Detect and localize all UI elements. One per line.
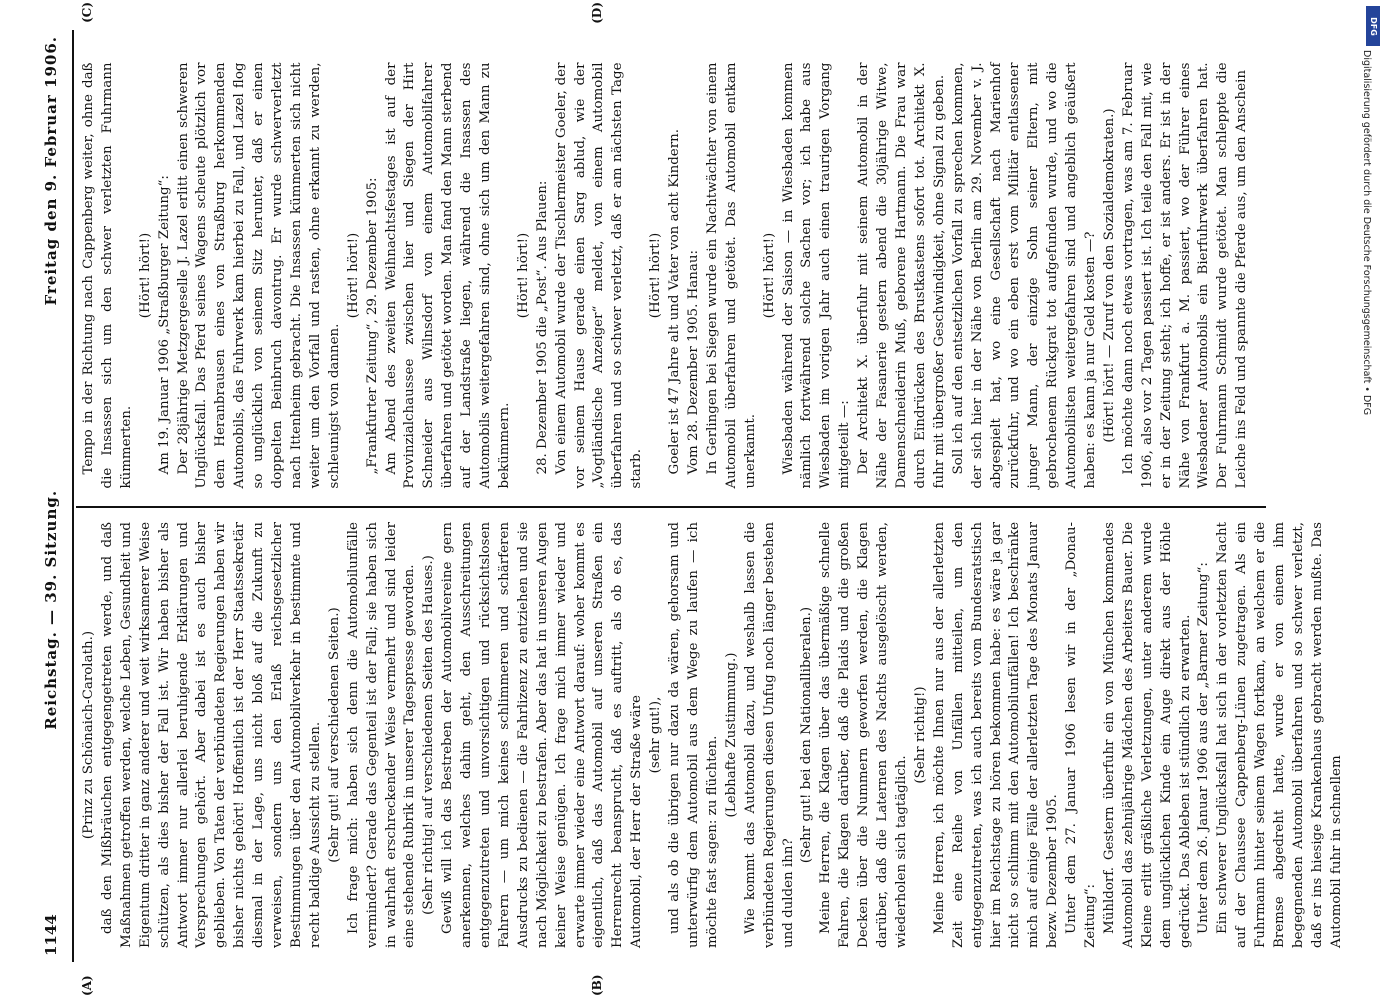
left-column-paragraph: Ein schwerer Unglücksfall hat sich in der vorletzten Nacht auf der Chaussee Cappenberg-Lünen zugetragen. Als ein Fuhrmann hinter seinem Wagen fortkam, an welchem er die Bremse abgedreht hatte, wurde er von einem ihm begegnenden Automobil überfahren und so schwer verletzt, daß er ins hiesige Krankenhaus gebracht werden mußte. Das Automobil fuhr in schnellem (1215, 522, 1344, 948)
right-column-paragraph: Am Abend des zweiten Weihnachtsfestages ist auf der Provinzialchaussee zwischen hier und Siegen der Hirt Schneider aus Wilnsdorf von einem Automobilfahrer überfahren und getötet worden. Man fand den Mann sterbend auf der Landstraße liegen, während die Insassen des Automobils weitergefahren sind, ohne sich um den Mann zu bekümmern. (383, 62, 512, 489)
right-column-paragraph: Soll ich auf den entsetzlichen Vorfall zu sprechen kommen, der sich hier in der Nähe von Berlin am 29. November v. J. abgespielt hat, wo eine Gesellschaft nach Marienhof zurückfuhr, und wo ein eben erst vom Militär entlassener junger Mann, der einzige Sohn seiner Eltern, mit gebrochenem Rückgrat tot aufgefunden wurde, und wo die Automobilisten weitergefahren sind und angeblich geäußert haben: es kann ja nur Geld kosten —? (950, 62, 1099, 489)
left-column-paragraph: und als ob die übrigen nur dazu da wären, gehorsam und unterwürfig dem Automobil aus dem Wege zu laufen — ich möchte fast sagen: zu flüchten. (667, 522, 720, 948)
page-number: 1144 (42, 914, 60, 956)
left-column-paragraph: Mühldorf. Gestern überfuhr ein von München kommendes Automobil das zehnjährige Mädchen des Arbeiters Bauer. Die Kleine erlitt gräßliche Verletzungen, unter anderem wurde dem unglücklichen Kinde ein Auge direkt aus der Höhle gedrückt. Das Ableben ist stündlich zu erwarten. (1101, 522, 1193, 948)
right-column-paragraph: Goeler ist 47 Jahre alt und Vater von acht Kindern. (667, 128, 683, 475)
column-divider (76, 507, 1266, 509)
dfg-logo (1366, 6, 1380, 46)
left-column-paragraph: (Sehr gut! bei den Nationalliberalen.) (799, 606, 815, 864)
right-column-paragraph: (Hört! hört!) (761, 232, 777, 319)
text-columns (76, 30, 1344, 962)
page-header (42, 30, 68, 962)
right-column-paragraph: (Hört! hört! — Zuruf von den Sozialdemokraten.) (1101, 108, 1117, 443)
digitization-credit-text: Digitalisierung gefördert durch die Deutsche Forschungsgemeinschaft • DFG (1361, 50, 1372, 416)
left-column-paragraph: (sehr gut!), (648, 696, 664, 774)
margin-mark-b: (B) (590, 974, 604, 996)
right-column-paragraph: „Frankfurter Zeitung“, 29. Dezember 1905: (364, 177, 380, 475)
right-column-paragraph: (Hört! hört!) (648, 232, 664, 319)
session-title: Reichstag. — 39. Sitzung. (42, 489, 60, 730)
left-column-paragraph: daß den Mißbräuchen entgegengetreten werde, und daß Maßnahmen getroffen werden, welche Leben, Gesundheit und Eigentum dritter in ganz anderer und weit wirksamerer Weise schützen, als dies bisher der Fall ist. Wir haben bisher als Antwort immer nur allerlei beruhigende Erklärungen und Versprechungen gehört. Aber dabei ist es auch bisher geblieben. Von Taten der verbündeten Regierungen haben wir bisher nichts gehört! Hoffentlich ist der Herr Staatssekretär diesmal in der Lage, uns nicht bloß auf die Zukunft zu verweisen, sondern uns den Erlaß reichsgesetzlicher Bestimmungen über den Automobilverkehr in bestimmte und recht baldige Aussicht zu stellen. (99, 522, 323, 948)
right-column-paragraph: Der 28jährige Metzgergeselle J. Lazel erlitt einen schweren Unglücksfall. Das Pferd seines Wagens scheute plötzlich vor dem Heranbrausen eines von Straßburg herkommenden Automobils, das Fuhrwerk kam hierbei zu Fall, und Lazel flog so unglücklich von seinem Sitz herunter, daß er einen doppelten Beinbruch davontrug. Er wurde schwerverletzt nach Ittenheim gebracht. Die Insassen kümmerten sich nicht weiter um den Vorfall und rasten, ohne erkannt zu werden, schleunigst von dannen. (175, 62, 342, 489)
left-column-paragraph: Unter dem 27. Januar 1906 lesen wir in der „Donau-Zeitung“: (1064, 522, 1099, 948)
margin-mark-c: (C) (80, 2, 94, 23)
right-column-paragraph: 28. Dezember 1905 die „Post“. Aus Plauen: (534, 180, 550, 475)
left-column (76, 512, 1344, 962)
right-column-paragraph: Ich möchte dann noch etwas vortragen, was am 7. Februar 1906, also vor 2 Tagen passiert ist. Ich teile den Fall mit, wie er in der Zeitung steht; ich hoffe, er ist anders. Er ist in der Nähe von Frankfurt a. M. passiert, wo der Führer eines Wiesbadener Automobils ein Bierfuhrwerk überfahren hat. Der Fuhrmann Schmidt wurde getötet. Man schleppte die Leiche ins Feld und spannte die Pferde aus, um den Anschein (1120, 62, 1250, 489)
right-column-paragraph: (Hört! hört!) (345, 232, 361, 319)
dfg-logo-text: DFG (1368, 16, 1378, 36)
session-date: Freitag den 9. Februar 1906. (42, 36, 60, 306)
header-rule (72, 30, 74, 962)
right-column-paragraph: (Hört! hört!) (515, 232, 531, 319)
right-column-paragraph: Wiesbaden während der Saison — in Wiesbaden kommen nämlich fortwährend solche Sachen vor; ich habe aus Wiesbaden im vorigen Jahr auch einen traurigen Vorgang mitgeteilt —: (780, 62, 853, 489)
left-column-paragraph: (Sehr gut! auf verschiedenen Seiten.) (326, 607, 342, 863)
margin-mark-d: (D) (590, 2, 604, 24)
right-column-paragraph: Vom 28. Dezember 1905. Hanau: (686, 250, 701, 475)
right-column-paragraph: (Hört! hört!) (137, 232, 153, 319)
left-column-paragraph: Meine Herren, ich möchte Ihnen nur aus der allerletzten Zeit eine Reihe von Unfällen mitteilen, um den entgegenzutreten, was ich auch bereits vom Bundesratstisch hier im Reichstage zu hören bekommen habe: es wäre ja gar nicht so schlimm mit den Automobilunfällen! Ich beschränke mich auf einige Fälle der allerletzten Tage des Monats Januar bezw. Dezember 1905. (931, 522, 1061, 948)
right-column-paragraph: Tempo in der Richtung nach Cappenberg weiter, ohne daß die Insassen sich um den schwer verletzten Fuhrmann kümmerten. (81, 62, 134, 489)
speaker-line: (Prinz zu Schönaich-Carolath.) (81, 630, 96, 840)
margin-mark-a: (A) (80, 975, 94, 996)
left-column-paragraph: (Sehr richtig!) (912, 686, 928, 784)
left-column-paragraph: Meine Herren, die Klagen über das übermäßige schnelle Fahren, die Klagen darüber, daß die Plaids und die großen Decken über die Nummern geworfen werden, die Klagen darüber, daß die Laternen des Nachts ausgelöscht werden, wiederholen sich tagtäglich. (818, 522, 909, 948)
left-column-paragraph: Unter dem 26. Januar 1906 aus der „Barmer Zeitung“: (1196, 562, 1212, 934)
right-column-paragraph: Der Architekt X. überfuhr mit seinem Automobil in der Nähe der Fasanerie gestern abend die 30jährige Witwe, Damenschneiderin Muß, geborene Hartmann. Die Frau war durch Eindrücken des Brustkastens sofort tot. Architekt X. fuhr mit übergroßer Geschwindigkeit, ohne Signal zu geben. (856, 62, 947, 489)
right-column-paragraph: Am 19. Januar 1906 „Straßburger Zeitung“: (156, 175, 172, 475)
left-column-paragraph: Ich frage mich: haben sich denn die Automobilunfälle vermindert? Gerade das Gegenteil ist der Fall; sie haben sich in wahrhaft erschreckender Weise vermehrt und sind leider eine stehende Rubrik in unserer Tagespresse geworden. (345, 522, 418, 948)
right-column (76, 53, 1266, 503)
digitization-credit (1352, 50, 1378, 570)
left-column-paragraph: Wie kommt das Automobil dazu, und weshalb lassen die verbündeten Regierungen diesen Unfug noch länger bestehen und dulden ihn? (742, 522, 796, 948)
right-column-paragraph: In Gerlingen bei Siegen wurde ein Nachtwächter von einem Automobil überfahren und getötet. Das Automobil entkam unerkannt. (704, 62, 758, 489)
left-column-paragraph: Gewiß will ich das Bestreben der Automobilvereine gern anerkennen, welches dahin geht, den Ausschreitungen entgegenzutreten und unvorsichtigen und rücksichtslosen Fahrern — um mich keines schlimmeren und schärferen Ausdrucks zu bedienen — die Fahrlizenz zu entziehen und sie nach Möglichkeit zu bestrafen. Aber das hat in unseren Augen keiner Weise genügen. Ich frage mich immer wieder und erwarte immer wieder eine Antwort darauf: woher kommt es eigentlich, daß das Automobil auf unseren Straßen ein Herrenrecht beansprucht, daß es auftritt, als ob es, das Automobil, der Herr der Straße wäre (440, 522, 645, 948)
right-column-paragraph: Von einem Automobil wurde der Tischlermeister Goeler, der vor seinem Hause gerade einen Sarg ablud, wie der „Vogtländische Anzeiger“ meldet, von einem Automobil überfahren und so schwer verletzt, daß er am nächsten Tage starb. (553, 62, 645, 489)
left-column-paragraph: (Lebhafte Zustimmung.) (723, 652, 739, 818)
left-column-paragraph: (Sehr richtig! auf verschiedenen Seiten des Hauses.) (421, 555, 437, 915)
